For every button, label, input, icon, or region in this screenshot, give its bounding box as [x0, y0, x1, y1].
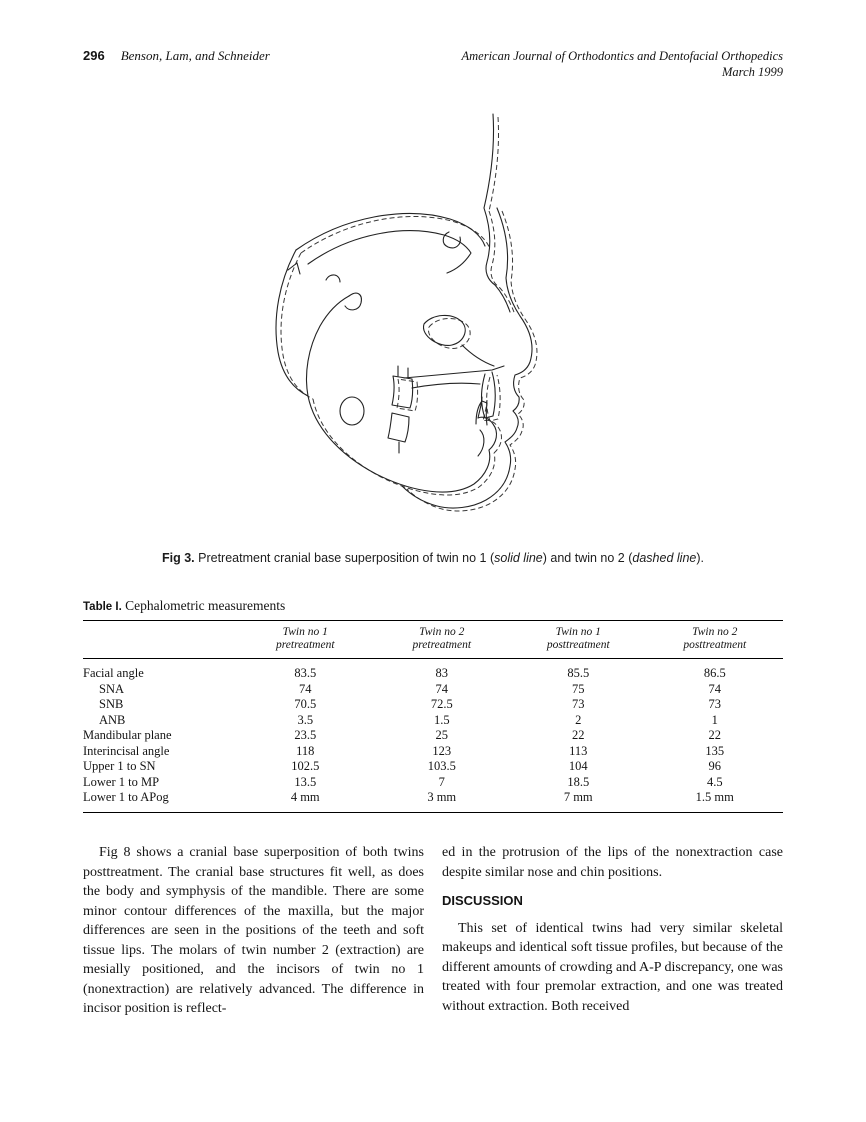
cell: 103.5 — [427, 759, 456, 773]
cell: 22 — [572, 728, 585, 742]
table-row — [83, 744, 783, 760]
cell: 74 — [299, 681, 312, 696]
table-row — [83, 790, 783, 812]
table-1-section — [83, 598, 783, 813]
cell: 4.5 — [706, 774, 723, 789]
row-label: Lower 1 to MP — [83, 774, 160, 789]
figure-caption-dashed-line: dashed line — [632, 551, 697, 565]
table-label: Table I. — [83, 601, 122, 613]
table-row — [83, 682, 783, 698]
cell: 83 — [435, 666, 448, 680]
cell: 72.5 — [430, 697, 453, 711]
journal-title: American Journal of Orthodontics and Dentofacial Orthopedics — [461, 49, 783, 63]
cell: 22 — [708, 728, 721, 742]
header-left — [83, 48, 270, 64]
issue-date: March 1999 — [722, 65, 783, 79]
discussion-paragraph: This set of identical twins had very similar skeletal makeups and identical soft tissue profiles, but because of the different amounts of crowding and A-P discrepancy, one was treated with four premolar extraction, and one was treated without extraction. Both received — [442, 920, 783, 1014]
cell: 3.5 — [297, 712, 314, 727]
page-number: 296 — [83, 48, 105, 63]
cell: 23.5 — [294, 728, 317, 742]
figure-caption — [83, 551, 783, 565]
table-row — [83, 659, 783, 682]
table-title — [83, 598, 783, 614]
row-label: SNB — [99, 697, 124, 711]
cell: 18.5 — [567, 774, 590, 789]
cell: 102.5 — [291, 759, 320, 773]
cephalometric-measurements-table — [83, 620, 783, 813]
cell: 113 — [569, 743, 588, 758]
cell: 73 — [708, 697, 721, 711]
right-column — [442, 843, 783, 1019]
figure-caption-text: Pretreatment cranial base superposition of twin no 1 ( — [194, 551, 495, 565]
stub-header — [83, 621, 237, 659]
row-label: Mandibular plane — [83, 728, 172, 742]
discussion-heading: DISCUSSION — [442, 893, 523, 908]
figure-3-artwork — [252, 112, 562, 544]
figure-caption-solid-line: solid line — [494, 551, 543, 565]
column-header: Twin no 2 posttreatment — [647, 621, 784, 659]
row-label: SNA — [99, 681, 125, 696]
cell: 118 — [296, 743, 315, 758]
cell: 104 — [568, 759, 588, 773]
cell: 74 — [708, 681, 721, 696]
row-label: Interincisal angle — [83, 743, 170, 758]
cell: 13.5 — [294, 774, 317, 789]
body-paragraph: Fig 8 shows a cranial base superposition of both twins posttreatment. The cranial base structures fit well, as does the body and symphysis of the mandible. There are some minor contour differences of the maxilla, but the major differences are seen in the positions of the teeth and soft tissue lips. The molars of twin number 2 (extraction) are mesially positioned, and the incisors of twin no 1 (nonextraction) are relatively advanced. The difference in incisor position is reflect- — [83, 845, 424, 1016]
page-header — [83, 48, 783, 80]
left-column — [83, 843, 424, 1019]
table-header-row — [83, 621, 783, 659]
cell: 25 — [435, 728, 448, 742]
table-row — [83, 775, 783, 791]
cell: 74 — [435, 681, 448, 696]
cell: 1.5 mm — [695, 790, 734, 804]
table-row — [83, 759, 783, 775]
cell: 3 mm — [427, 790, 457, 804]
row-label: Upper 1 to SN — [83, 759, 156, 773]
row-label: Facial angle — [83, 666, 144, 680]
figure-caption-label: Fig 3. — [162, 551, 195, 565]
cell: 135 — [705, 743, 725, 758]
column-header: Twin no 2 pretreatment — [374, 621, 511, 659]
cell: 96 — [708, 759, 721, 773]
table-row — [83, 713, 783, 729]
cephalometric-tracing — [252, 112, 562, 544]
table-row — [83, 728, 783, 744]
row-label: Lower 1 to APog — [83, 790, 169, 804]
cell: 7 — [438, 774, 445, 789]
cell: 1.5 — [433, 712, 450, 727]
cell: 83.5 — [294, 666, 317, 680]
figure-caption-text: ) and twin no 2 ( — [542, 551, 633, 565]
column-header: Twin no 1 pretreatment — [237, 621, 374, 659]
cell: 70.5 — [294, 697, 317, 711]
figure-caption-text: ). — [696, 551, 704, 565]
cell: 2 — [575, 712, 582, 727]
table-title-text: Cephalometric measurements — [121, 598, 286, 613]
running-authors: Benson, Lam, and Schneider — [120, 48, 270, 63]
cell: 86.5 — [703, 666, 726, 680]
cell: 73 — [572, 697, 585, 711]
cell: 85.5 — [567, 666, 590, 680]
cell: 7 mm — [563, 790, 593, 804]
table-row — [83, 697, 783, 713]
cell: 123 — [432, 743, 452, 758]
body-text — [83, 843, 783, 1019]
cell: 1 — [711, 712, 718, 727]
column-header: Twin no 1 posttreatment — [510, 621, 647, 659]
header-right — [462, 48, 784, 80]
row-label: ANB — [99, 712, 126, 727]
cell: 4 mm — [290, 790, 320, 804]
cell: 75 — [572, 681, 585, 696]
body-paragraph-continuation: ed in the protrusion of the lips of the nonextraction case despite similar nose and chin positions. — [442, 845, 783, 880]
